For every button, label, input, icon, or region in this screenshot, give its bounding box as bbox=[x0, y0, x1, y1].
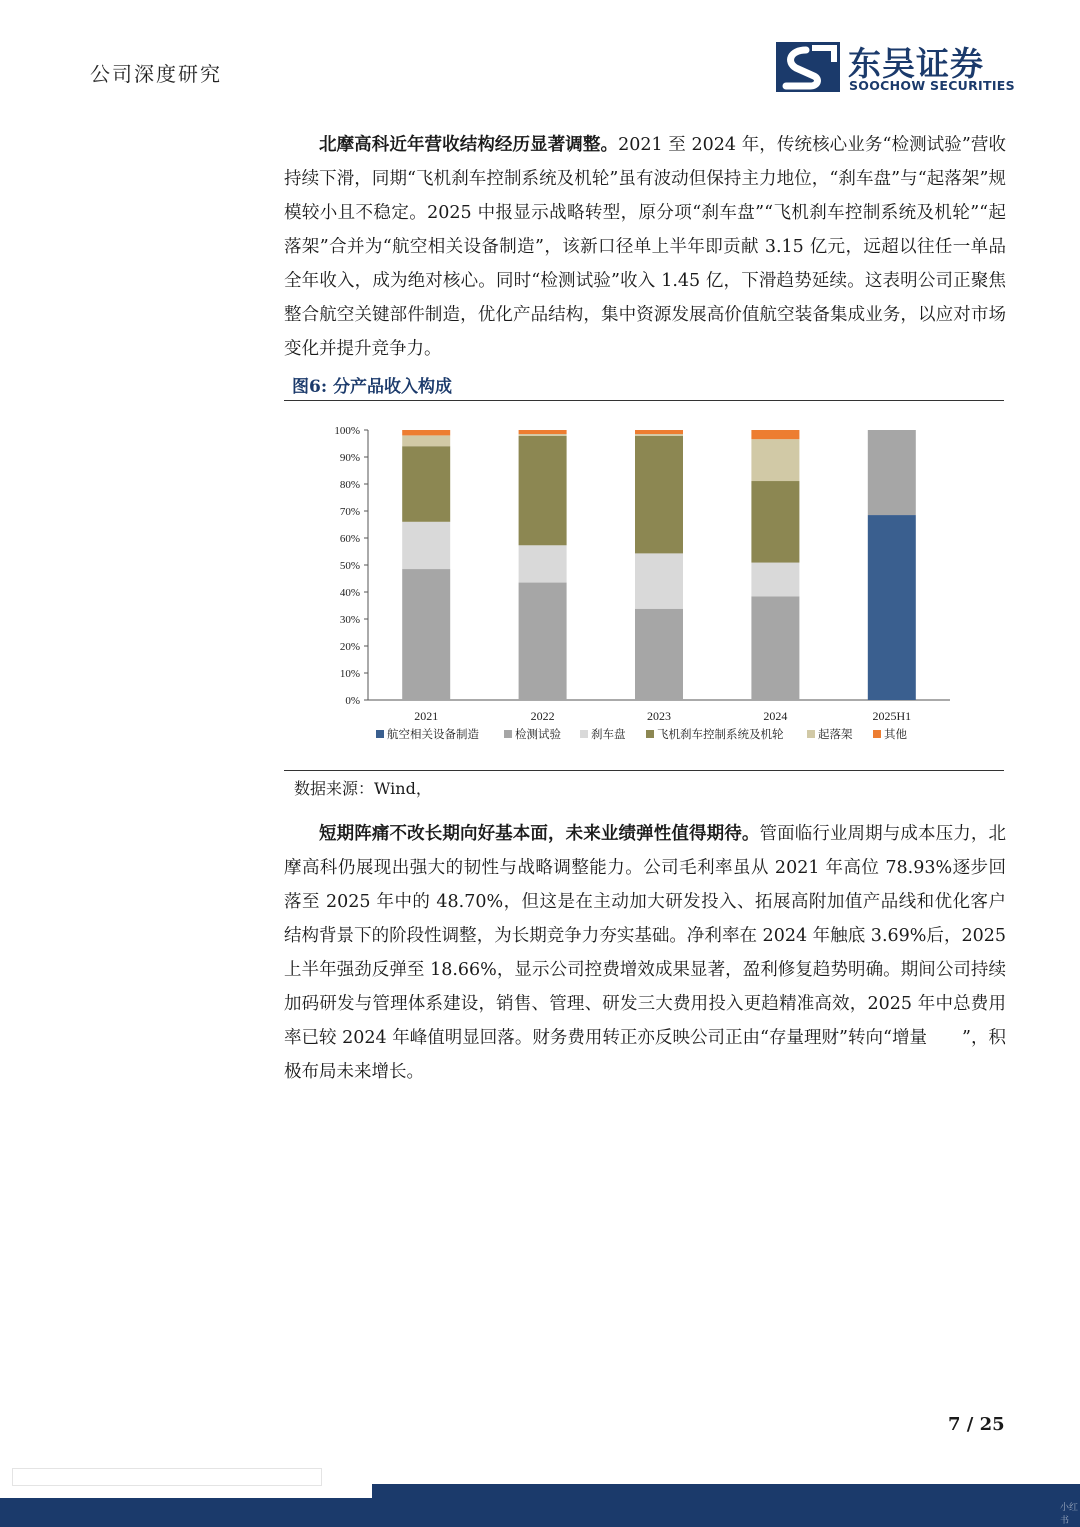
legend-swatch bbox=[646, 730, 654, 738]
footer-field bbox=[12, 1468, 322, 1486]
bar-segment-飞机刹车控制系统及机轮 bbox=[402, 446, 450, 522]
paragraph-lead: 北摩高科近年营收结构经历显著调整。 bbox=[319, 135, 619, 155]
bar-segment-检测试验 bbox=[402, 569, 450, 700]
x-tick-label: 2025H1 bbox=[872, 709, 912, 723]
paragraph-revenue-structure bbox=[284, 128, 1006, 366]
bar-segment-检测试验 bbox=[519, 583, 567, 700]
paragraph-outlook bbox=[284, 817, 1006, 1089]
y-tick-label: 90% bbox=[339, 452, 360, 464]
bar-segment-刹车盘 bbox=[402, 522, 450, 569]
y-tick-label: 40% bbox=[339, 587, 360, 599]
figure-caption: 分产品收入构成 bbox=[333, 377, 453, 397]
bar-segment-其他 bbox=[751, 430, 799, 439]
watermark: 小红书 bbox=[1060, 1503, 1079, 1526]
bar-segment-航空相关设备制造 bbox=[868, 515, 916, 700]
y-tick-label: 60% bbox=[339, 533, 360, 545]
x-tick-label: 2022 bbox=[530, 709, 555, 723]
legend-label: 航空相关设备制造 bbox=[387, 727, 479, 741]
bar-segment-起落架 bbox=[635, 434, 683, 436]
logo-english-name: SOOCHOW SECURITIES bbox=[849, 78, 1015, 93]
bar-segment-起落架 bbox=[751, 439, 799, 481]
bar-segment-刹车盘 bbox=[519, 545, 567, 582]
revenue-composition-chart bbox=[300, 408, 1000, 758]
y-tick-label: 0% bbox=[345, 695, 360, 707]
bar-segment-刹车盘 bbox=[751, 563, 799, 597]
data-source: 数据来源：Wind， bbox=[294, 779, 432, 798]
paragraph-lead: 短期阵痛不改长期向好基本面，未来业绩弹性值得期待。 bbox=[319, 824, 760, 844]
y-tick-label: 100% bbox=[334, 425, 360, 437]
figure-label: 图6: bbox=[292, 377, 328, 397]
bar-segment-检测试验 bbox=[635, 609, 683, 700]
y-tick-label: 80% bbox=[339, 479, 360, 491]
logo-chinese-name: 东吴证券 bbox=[848, 44, 984, 83]
bar-segment-其他 bbox=[519, 430, 567, 434]
legend-swatch bbox=[504, 730, 512, 738]
y-tick-label: 20% bbox=[339, 641, 360, 653]
legend-label: 检测试验 bbox=[515, 727, 561, 741]
stacked-bar-chart bbox=[300, 408, 1000, 758]
x-tick-label: 2024 bbox=[763, 709, 788, 723]
legend-label: 起落架 bbox=[818, 727, 853, 741]
legend-swatch bbox=[807, 730, 815, 738]
bar-segment-飞机刹车控制系统及机轮 bbox=[635, 436, 683, 553]
x-tick-label: 2021 bbox=[414, 709, 439, 723]
legend-label: 刹车盘 bbox=[591, 727, 626, 741]
figure-title bbox=[292, 372, 452, 397]
bar-segment-起落架 bbox=[402, 435, 450, 446]
legend-label: 飞机刹车控制系统及机轮 bbox=[657, 727, 784, 741]
y-tick-label: 70% bbox=[339, 506, 360, 518]
bar-segment-其他 bbox=[635, 430, 683, 434]
legend-swatch bbox=[873, 730, 881, 738]
bar-segment-检测试验 bbox=[868, 430, 916, 515]
logo-mark-icon bbox=[776, 42, 840, 92]
y-tick-label: 50% bbox=[339, 560, 360, 572]
bar-segment-检测试验 bbox=[751, 596, 799, 700]
legend-label: 其他 bbox=[884, 727, 907, 741]
figure-top-rule bbox=[284, 400, 1004, 401]
x-tick-label: 2023 bbox=[647, 709, 671, 723]
bar-segment-飞机刹车控制系统及机轮 bbox=[519, 436, 567, 545]
paragraph-body: 2021 至 2024 年，传统核心业务“检测试验”营收持续下滑，同期“飞机刹车控制系统及机轮”虽有波动但保持主力地位，“刹车盘”与“起落架”规模较小且不稳定。2025 中报显示战略转型，原分项“刹车盘”“飞机刹车控制系统及机轮”“起落架”合并为“航空相关设备制造”，该新口径单上半年即贡献 3.15 亿元，远超以往任一单品全年收入，成为绝对核心。同时“检测试验”收入 1.45 亿，下滑趋势延续。这表明公司正聚焦整合航空关键部件制造，优化产品结构，集中资源发展高价值航空装备集成业务，以应对市场变化并提升竞争力。 bbox=[284, 135, 1006, 359]
page-number: 7 / 25 bbox=[948, 1414, 1005, 1435]
bar-segment-其他 bbox=[402, 430, 450, 435]
bar-segment-刹车盘 bbox=[635, 553, 683, 608]
bar-segment-起落架 bbox=[519, 434, 567, 436]
y-tick-label: 30% bbox=[339, 614, 360, 626]
company-logo bbox=[776, 40, 1015, 96]
paragraph-body: 管面临行业周期与成本压力，北摩高科仍展现出强大的韧性与战略调整能力。公司毛利率虽从 2021 年高位 78.93%逐步回落至 2025 年中的 48.70%，但这是在主动加大研发投入、拓展高附加值产品线和优化客户结构背景下的阶段性调整，为长期竞争力夯实基础。净利率在 2024 年触底 3.69%后，2025 上半年强劲反弹至 18.66%，显示公司控费增效成果显著，盈利修复趋势明确。期间公司持续加码研发与管理体系建设，销售、管理、研发三大费用投入更趋精准高效，2025 年中总费用率已较 2024 年峰值明显回落。财务费用转正亦反映公司正由“存量理财”转向“增量 ”，积极布局未来增长。 bbox=[284, 824, 1007, 1082]
y-tick-label: 10% bbox=[339, 668, 360, 680]
legend-swatch bbox=[580, 730, 588, 738]
figure-bottom-rule bbox=[284, 770, 1004, 771]
report-section-title: 公司深度研究 bbox=[90, 62, 222, 86]
bar-segment-飞机刹车控制系统及机轮 bbox=[751, 481, 799, 563]
legend-swatch bbox=[376, 730, 384, 738]
